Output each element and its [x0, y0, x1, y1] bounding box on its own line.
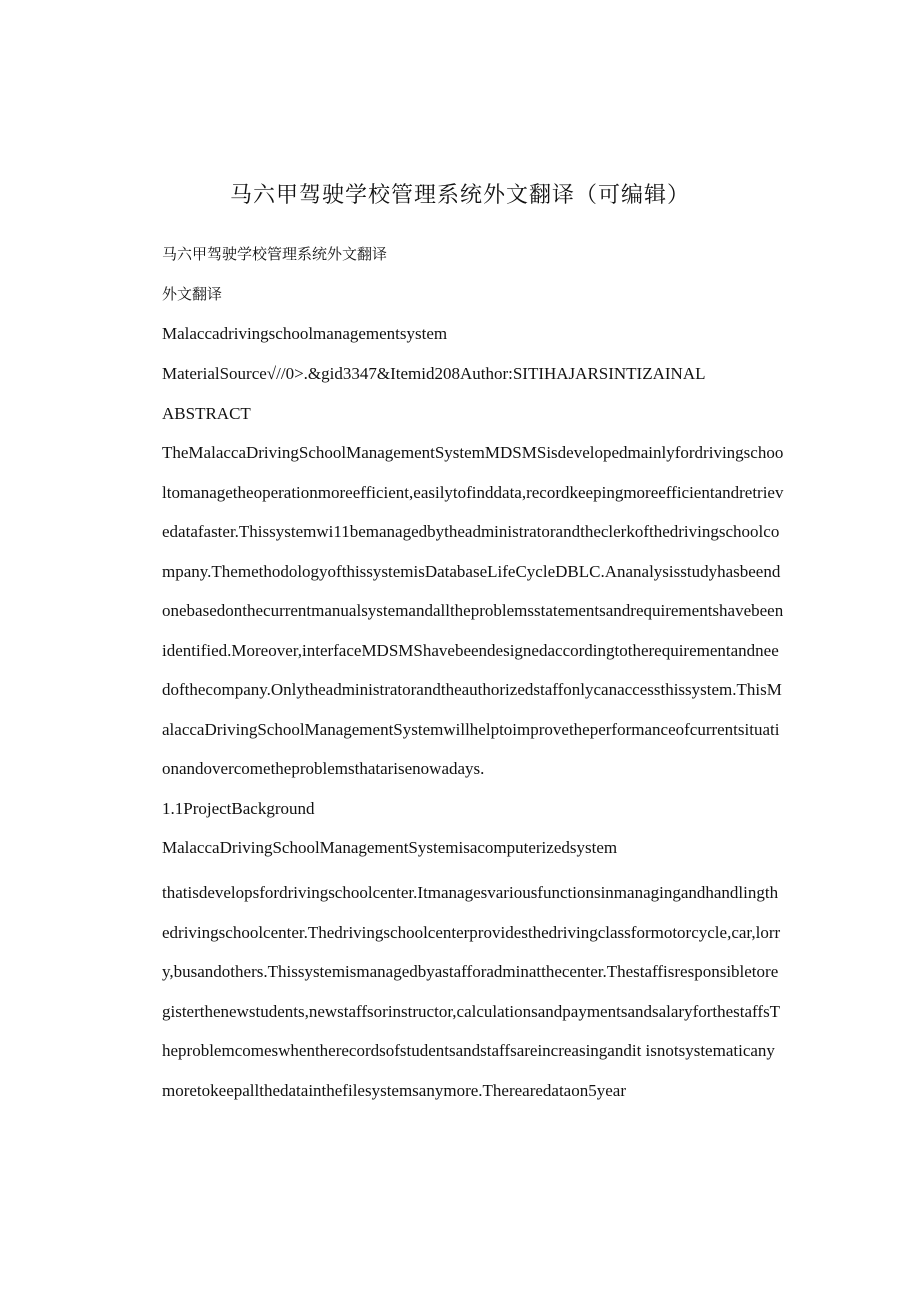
abstract-paragraph: TheMalaccaDrivingSchoolManagementSystemMDSMSisdevelopedmainlyfordrivingschooltomanagetheoperationmoreefficient,easilytofinddata,recordkeepingmoreefficientandretrievedatafaster.Thissystemwi11bemanagedbytheadministratorandtheclerkofthedrivingschoolcompany.ThemethodologyofthissystemisDatabaseLifeCycleDBLC.Ananalysisstudyhasbeendonebasedonthecurrentmanualsystemandalltheproblemsstatementsandrequirementshavebeenidentified.Moreover,interfaceMDSMShavebeendesignedaccordingtotherequirementandneedofthecompany.Onlytheadministratorandtheauthorizedstaffonlycanaccessthissystem.ThisMalaccaDrivingSchoolManagementSystemwillhelptoimprovetheperformanceofcurrentsituationandovercometheproblemsthatarisenowadays.	[162, 443, 784, 778]
section-heading: 1.1ProjectBackground	[162, 799, 315, 818]
section-label: 外文翻译	[162, 285, 223, 303]
document-subtitle: 马六甲驾驶学校管理系统外文翻译	[162, 245, 388, 263]
material-source: MaterialSource√//0>.&gid3347&Itemid208Author:SITIHAJARSINTIZAINAL	[162, 364, 706, 383]
background-paragraph: thatisdevelopsfordrivingschoolcenter.Itmanagesvariousfunctionsinmanagingandhandlingthedrivingschoolcenter.Thedrivingschoolcenterprovidesthedrivingclassformotorcycle,car,lorry,busandothers.Thissystemismanagedbyastafforadminatthecenter.Thestaffisresponsibletoregisterthenewstudents,newstaffsorinstructor,calculationsandpaymentsandsalaryforthestaffsTheproblemcomeswhentherecordsofstudentsandstaffsareincreasingandit isnotsystematicanymoretokeepallthedatainthefilesystemsanymore.Therearedataon5year	[162, 883, 781, 1100]
paper-title: Malaccadrivingschoolmanagementsystem	[162, 324, 448, 343]
background-first-line: MalaccaDrivingSchoolManagementSystemisacomputerizedsystem	[162, 838, 618, 857]
document-title: 马六甲驾驶学校管理系统外文翻译（可编辑）	[229, 183, 690, 208]
abstract-heading: ABSTRACT	[162, 404, 251, 423]
